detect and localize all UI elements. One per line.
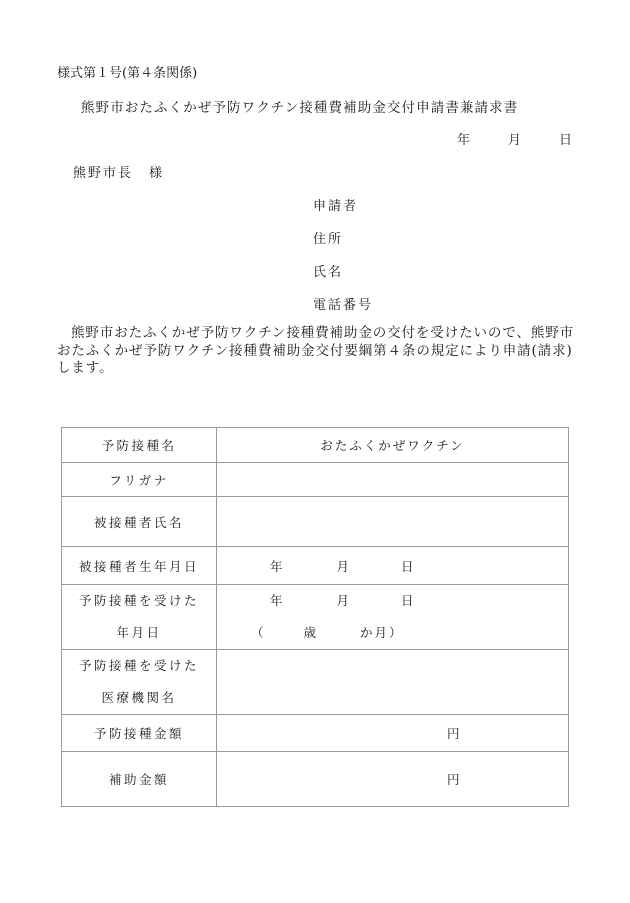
addressee-honorific: 様: [149, 166, 165, 181]
vaccination-year: 年: [270, 593, 285, 608]
date-year: 年: [456, 133, 470, 148]
furigana-field[interactable]: [217, 463, 569, 497]
applicant-heading: 申請者: [313, 199, 359, 214]
age-months: か月）: [360, 625, 404, 640]
application-date: [0, 129, 572, 148]
vaccination-date-label-line1: 予防接種を受けた: [78, 593, 199, 608]
vaccination-fee-unit: 円: [447, 726, 462, 741]
table-row-vaccination-date: [62, 585, 569, 650]
birth-year: 年: [270, 558, 285, 574]
vaccination-date-label: [62, 585, 217, 650]
subsidy-label: 補助金額: [62, 752, 217, 807]
age-years: 歳: [303, 625, 319, 640]
date-day: 日: [558, 133, 572, 148]
subsidy-field[interactable]: [217, 752, 569, 807]
table-row-subsidy: [62, 752, 569, 807]
recipient-name-label: 被接種者氏名: [62, 497, 217, 547]
age-open-paren: （: [251, 625, 266, 640]
vaccination-date-field[interactable]: [217, 585, 569, 650]
table-row-institution: [62, 650, 569, 715]
recipient-birth-label: 被接種者生年月日: [62, 547, 217, 585]
vaccination-fee-label: 予防接種金額: [62, 715, 217, 752]
application-form-table: [61, 427, 569, 807]
application-statement: 熊野市おたふくかぜ予防ワクチン接種費補助金の交付を受けたいので、熊野市おたふくかぜ予防ワクチン接種費補助金交付要綱第４条の規定により申請(請求)します。: [57, 325, 575, 376]
recipient-name-field[interactable]: [217, 497, 569, 547]
vaccination-fee-field[interactable]: [217, 715, 569, 752]
birth-date-field[interactable]: [217, 547, 569, 585]
birth-month: 月: [336, 558, 352, 574]
applicant-phone-label: 電話番号: [313, 298, 374, 313]
institution-field[interactable]: [217, 650, 569, 715]
subsidy-unit: 円: [447, 772, 462, 787]
addressee: [73, 162, 164, 181]
applicant-name-label: 氏名: [313, 265, 344, 280]
birth-day: 日: [401, 558, 416, 574]
vaccination-day: 日: [401, 593, 416, 608]
vaccine-name-label: 予防接種名: [62, 428, 217, 463]
applicant-address-label: 住所: [313, 232, 344, 247]
institution-label: [62, 650, 217, 715]
table-row-recipient-name: [62, 497, 569, 547]
vaccine-name-value: おたふくかぜワクチン: [217, 428, 569, 463]
form-number: 様式第１号(第４条関係): [57, 66, 198, 81]
vaccination-month: 月: [336, 593, 352, 608]
furigana-label: フリガナ: [62, 463, 217, 497]
addressee-name: 熊野市長: [73, 166, 134, 181]
institution-label-line1: 予防接種を受けた: [78, 658, 199, 673]
table-row-vaccine-name: [62, 428, 569, 463]
vaccination-date-label-line2: 年月日: [116, 625, 162, 640]
document-title: 熊野市おたふくかぜ予防ワクチン接種費補助金交付申請書兼請求書: [81, 100, 519, 116]
table-row-furigana: [62, 463, 569, 497]
institution-label-line2: 医療機関名: [101, 690, 177, 705]
table-row-vaccination-fee: [62, 715, 569, 752]
table-row-recipient-birth: [62, 547, 569, 585]
date-month: 月: [507, 133, 521, 148]
